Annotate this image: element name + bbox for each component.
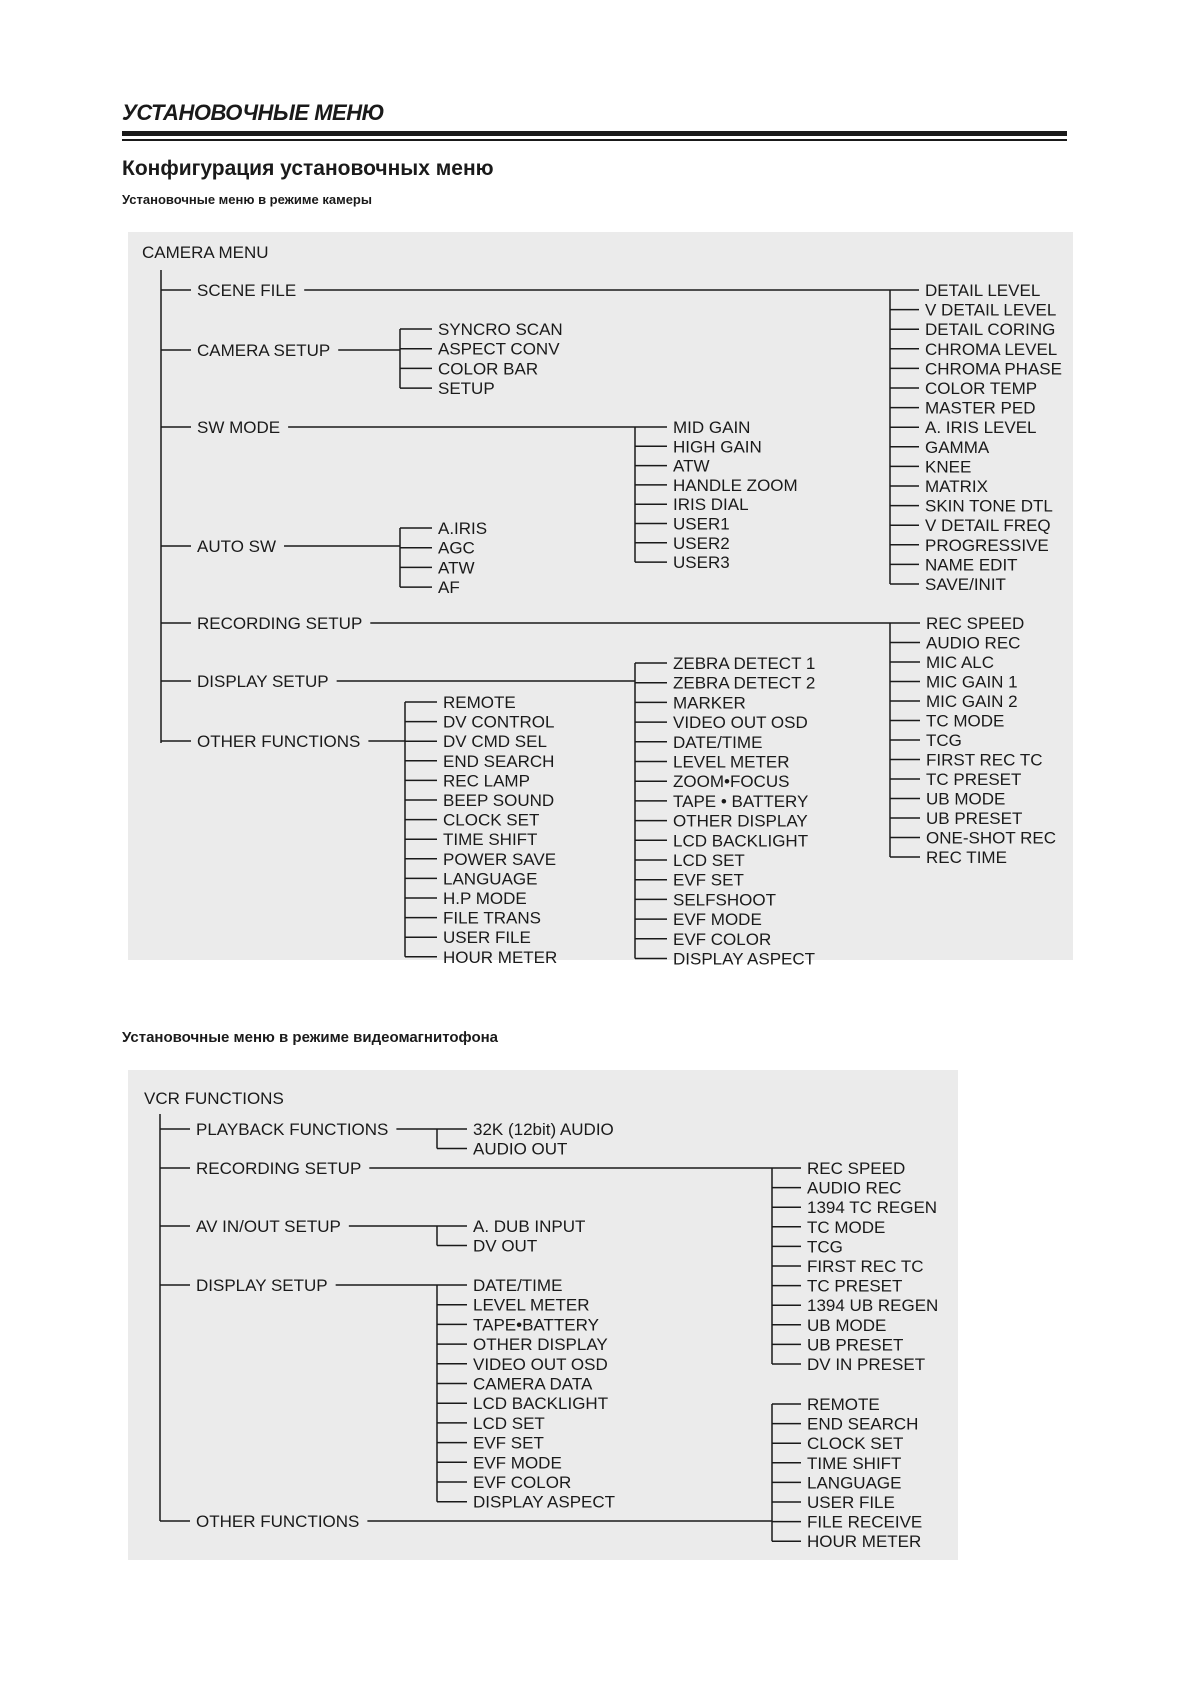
vcr-display-item-tape-battery: TAPE•BATTERY bbox=[473, 1315, 599, 1335]
vcr-other-item-remote: REMOTE bbox=[807, 1395, 880, 1414]
sw-mode-item-mid-gain: MID GAIN bbox=[673, 418, 751, 437]
camera-other-item-beep-sound: BEEP SOUND bbox=[443, 791, 555, 810]
camera-rec-item-ub-preset: UB PRESET bbox=[926, 809, 1023, 828]
camera-rec-item-rec-speed: REC SPEED bbox=[926, 614, 1025, 633]
branch-playback-functions: PLAYBACK FUNCTIONS bbox=[196, 1120, 389, 1139]
sw-mode-item-user2: USER2 bbox=[673, 533, 730, 553]
camera-setup-item-setup: SETUP bbox=[438, 379, 495, 399]
section-title: УСТАНОВОЧНЫЕ МЕНЮ bbox=[122, 100, 384, 125]
camera-rec-item-one-shot-rec: ONE-SHOT REC bbox=[926, 828, 1057, 848]
vcr-display-item-evf-mode: EVF MODE bbox=[473, 1453, 562, 1473]
scene-file-item-detail-coring: DETAIL CORING bbox=[925, 320, 1056, 340]
page-heading: Конфигурация установочных меню bbox=[122, 157, 494, 180]
branch-scene-file: SCENE FILE bbox=[197, 281, 297, 300]
sw-mode-item-atw: ATW bbox=[673, 456, 710, 476]
auto-sw-item-af: AF bbox=[438, 578, 460, 598]
camera-display-item-lcd-backlight: LCD BACKLIGHT bbox=[673, 831, 809, 851]
scene-file-item-save-init: SAVE/INIT bbox=[925, 575, 1006, 594]
vcr-display-item-video-out-osd: VIDEO OUT OSD bbox=[473, 1354, 608, 1374]
scene-file-item-chroma-level: CHROMA LEVEL bbox=[925, 339, 1058, 359]
camera-other-item-file-trans: FILE TRANS bbox=[443, 908, 541, 928]
sw-mode-item-iris-dial: IRIS DIAL bbox=[673, 495, 749, 515]
camera-display-item-evf-mode: EVF MODE bbox=[673, 910, 762, 930]
camera-rec-item-audio-rec: AUDIO REC bbox=[926, 633, 1021, 653]
scene-file-item-color-temp: COLOR TEMP bbox=[925, 379, 1038, 398]
camera-display-item-zoom-focus: ZOOM•FOCUS bbox=[673, 772, 790, 792]
camera-other-item-dv-cmd-sel: DV CMD SEL bbox=[443, 732, 547, 752]
vcr-subtitle: Установочные меню в режиме видеомагнитофона bbox=[122, 1029, 499, 1046]
scene-file-item-chroma-phase: CHROMA PHASE bbox=[925, 359, 1062, 379]
camera-display-item-evf-color: EVF COLOR bbox=[673, 929, 772, 949]
camera-display-item-other-display: OTHER DISPLAY bbox=[673, 811, 808, 831]
camera-rec-item-tc-mode: TC MODE bbox=[926, 711, 1005, 731]
branch-other-functions: OTHER FUNCTIONS bbox=[197, 732, 361, 751]
sw-mode-item-high-gain: HIGH GAIN bbox=[673, 437, 762, 457]
vcr-other-item-end-search: END SEARCH bbox=[807, 1414, 919, 1434]
vcr-display-item-lcd-set: LCD SET bbox=[473, 1413, 545, 1433]
playback-item-audio-out: AUDIO OUT bbox=[473, 1139, 568, 1159]
camera-other-item-rec-lamp: REC LAMP bbox=[443, 771, 530, 791]
camera-other-item-h-p-mode: H.P MODE bbox=[443, 889, 527, 908]
vcr-rec-item-ub-mode: UB MODE bbox=[807, 1315, 887, 1335]
camera-display-item-evf-set: EVF SET bbox=[673, 870, 744, 890]
vcr-display-item-level-meter: LEVEL METER bbox=[473, 1295, 590, 1315]
vcr-functions-root: VCR FUNCTIONS bbox=[144, 1089, 284, 1108]
sw-mode-item-user3: USER3 bbox=[673, 553, 730, 573]
branch-recording-setup: RECORDING SETUP bbox=[197, 614, 363, 633]
camera-display-item-zebra-detect-2: ZEBRA DETECT 2 bbox=[673, 673, 816, 693]
scene-file-item-matrix: MATRIX bbox=[925, 477, 988, 496]
camera-menu-root: CAMERA MENU bbox=[142, 243, 269, 262]
scene-file-item-skin-tone-dtl: SKIN TONE DTL bbox=[925, 496, 1053, 516]
auto-sw-item-a-iris: A.IRIS bbox=[438, 519, 488, 538]
sw-mode-item-handle-zoom: HANDLE ZOOM bbox=[673, 475, 798, 495]
av-in-out-item-dv-out: DV OUT bbox=[473, 1236, 538, 1256]
camera-subtitle: Установочные меню в режиме камеры bbox=[122, 192, 372, 207]
camera-display-item-display-aspect: DISPLAY ASPECT bbox=[673, 949, 816, 969]
camera-display-item-tape-battery: TAPE • BATTERY bbox=[673, 791, 809, 811]
vcr-rec-item-1394-ub-regen: 1394 UB REGEN bbox=[807, 1296, 939, 1316]
camera-other-item-hour-meter: HOUR METER bbox=[443, 947, 558, 967]
scene-file-item-a-iris-level: A. IRIS LEVEL bbox=[925, 418, 1037, 438]
camera-setup-item-syncro-scan: SYNCRO SCAN bbox=[438, 320, 563, 339]
camera-other-item-user-file: USER FILE bbox=[443, 928, 531, 948]
vcr-display-item-display-aspect: DISPLAY ASPECT bbox=[473, 1492, 616, 1512]
camera-rec-item-first-rec-tc: FIRST REC TC bbox=[926, 750, 1043, 770]
camera-other-item-clock-set: CLOCK SET bbox=[443, 810, 540, 830]
camera-display-item-zebra-detect-1: ZEBRA DETECT 1 bbox=[673, 654, 816, 673]
scene-file-item-v-detail-level: V DETAIL LEVEL bbox=[925, 300, 1057, 320]
branch-camera-setup: CAMERA SETUP bbox=[197, 341, 331, 360]
camera-display-item-video-out-osd: VIDEO OUT OSD bbox=[673, 713, 808, 733]
branch-vcr-display-setup: DISPLAY SETUP bbox=[196, 1276, 328, 1295]
vcr-display-item-lcd-backlight: LCD BACKLIGHT bbox=[473, 1394, 609, 1414]
vcr-display-item-evf-set: EVF SET bbox=[473, 1433, 544, 1453]
vcr-other-item-hour-meter: HOUR METER bbox=[807, 1532, 922, 1552]
sw-mode-item-user1: USER1 bbox=[673, 514, 730, 534]
vcr-display-item-date-time: DATE/TIME bbox=[473, 1276, 563, 1295]
vcr-rec-item-tc-mode: TC MODE bbox=[807, 1217, 886, 1237]
vcr-display-item-evf-color: EVF COLOR bbox=[473, 1473, 572, 1492]
av-in-out-item-a-dub-input: A. DUB INPUT bbox=[473, 1217, 586, 1236]
scene-file-item-knee: KNEE bbox=[925, 457, 972, 477]
camera-display-item-lcd-set: LCD SET bbox=[673, 851, 745, 870]
vcr-other-item-language: LANGUAGE bbox=[807, 1473, 902, 1493]
vcr-other-item-clock-set: CLOCK SET bbox=[807, 1434, 904, 1454]
auto-sw-item-atw: ATW bbox=[438, 558, 475, 578]
vcr-rec-item-audio-rec: AUDIO REC bbox=[807, 1178, 902, 1198]
camera-display-item-level-meter: LEVEL METER bbox=[673, 752, 790, 772]
playback-item-32k-12bit-audio: 32K (12bit) AUDIO bbox=[473, 1120, 614, 1139]
branch-sw-mode: SW MODE bbox=[197, 418, 281, 437]
scene-file-item-gamma: GAMMA bbox=[925, 437, 990, 457]
auto-sw-item-agc: AGC bbox=[438, 538, 475, 558]
camera-display-item-date-time: DATE/TIME bbox=[673, 732, 763, 752]
vcr-rec-item-first-rec-tc: FIRST REC TC bbox=[807, 1257, 924, 1276]
vcr-other-item-file-receive: FILE RECEIVE bbox=[807, 1512, 923, 1532]
vcr-rec-item-tcg: TCG bbox=[807, 1237, 843, 1257]
scene-file-item-name-edit: NAME EDIT bbox=[925, 555, 1018, 575]
branch-display-setup: DISPLAY SETUP bbox=[197, 672, 329, 691]
camera-other-item-language: LANGUAGE bbox=[443, 869, 538, 889]
branch-av-in-out-setup: AV IN/OUT SETUP bbox=[196, 1217, 341, 1236]
vcr-display-item-camera-data: CAMERA DATA bbox=[473, 1374, 593, 1394]
camera-other-item-remote: REMOTE bbox=[443, 693, 516, 712]
camera-other-item-time-shift: TIME SHIFT bbox=[443, 830, 538, 850]
camera-other-item-end-search: END SEARCH bbox=[443, 751, 555, 771]
camera-display-item-marker: MARKER bbox=[673, 693, 746, 713]
scene-file-item-master-ped: MASTER PED bbox=[925, 398, 1036, 418]
scene-file-item-progressive: PROGRESSIVE bbox=[925, 535, 1049, 555]
scene-file-item-v-detail-freq: V DETAIL FREQ bbox=[925, 516, 1051, 536]
branch-vcr-recording-setup: RECORDING SETUP bbox=[196, 1159, 362, 1178]
vcr-other-item-user-file: USER FILE bbox=[807, 1493, 895, 1512]
vcr-rec-item-ub-preset: UB PRESET bbox=[807, 1335, 904, 1355]
scene-file-item-detail-level: DETAIL LEVEL bbox=[925, 281, 1041, 300]
camera-rec-item-mic-gain-1: MIC GAIN 1 bbox=[926, 672, 1018, 692]
camera-setup-item-color-bar: COLOR BAR bbox=[438, 359, 539, 379]
vcr-other-item-time-shift: TIME SHIFT bbox=[807, 1453, 902, 1473]
branch-auto-sw: AUTO SW bbox=[197, 537, 277, 556]
vcr-rec-item-tc-preset: TC PRESET bbox=[807, 1276, 903, 1296]
camera-other-item-power-save: POWER SAVE bbox=[443, 849, 557, 869]
camera-rec-item-tc-preset: TC PRESET bbox=[926, 770, 1022, 789]
camera-rec-item-mic-alc: MIC ALC bbox=[926, 653, 995, 672]
camera-rec-item-rec-time: REC TIME bbox=[926, 848, 1007, 867]
camera-setup-item-aspect-conv: ASPECT CONV bbox=[438, 339, 560, 359]
vcr-rec-item-dv-in-preset: DV IN PRESET bbox=[807, 1355, 926, 1374]
vcr-rec-item-1394-tc-regen: 1394 TC REGEN bbox=[807, 1198, 938, 1218]
branch-vcr-other-functions: OTHER FUNCTIONS bbox=[196, 1512, 360, 1531]
camera-display-item-selfshoot: SELFSHOOT bbox=[673, 890, 776, 910]
camera-other-item-dv-control: DV CONTROL bbox=[443, 712, 555, 732]
camera-rec-item-ub-mode: UB MODE bbox=[926, 789, 1006, 809]
camera-rec-item-tcg: TCG bbox=[926, 731, 962, 750]
camera-rec-item-mic-gain-2: MIC GAIN 2 bbox=[926, 692, 1018, 711]
vcr-display-item-other-display: OTHER DISPLAY bbox=[473, 1335, 608, 1355]
vcr-rec-item-rec-speed: REC SPEED bbox=[807, 1159, 906, 1178]
